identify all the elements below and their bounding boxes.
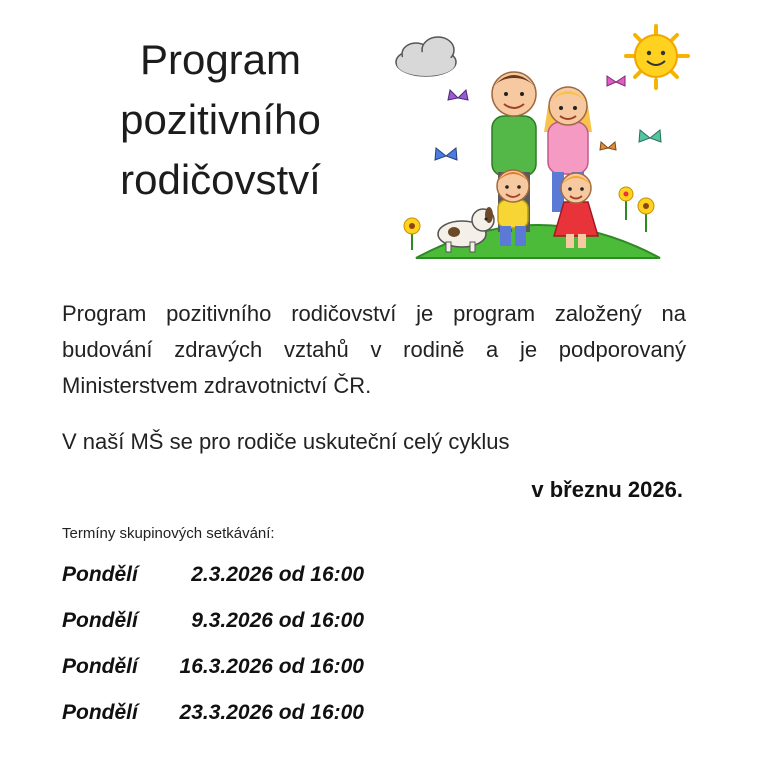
page-title [88, 30, 353, 210]
sun-icon [626, 26, 688, 88]
session-datetime: 23.3.2026 od 16:00 [179, 701, 364, 724]
flower-icon [404, 218, 420, 250]
butterfly-icon [435, 148, 457, 160]
happy-family-illustration [388, 22, 706, 272]
month-highlight: v březnu 2026. [531, 477, 683, 502]
session-day: Pondělí [62, 609, 138, 632]
title-line-2: pozitivního [120, 96, 321, 143]
butterfly-icon [607, 76, 625, 86]
title-line-3: rodičovství [120, 156, 321, 203]
session-day: Pondělí [62, 655, 138, 678]
session-list [62, 560, 364, 744]
butterfly-icon [600, 142, 616, 150]
cloud-icon [396, 37, 456, 76]
title-line-1: Program [139, 36, 302, 83]
cycle-paragraph: V naší MŠ se pro rodiče uskuteční celý cyklus [62, 429, 510, 454]
flower-icon [619, 187, 633, 220]
session-datetime: 16.3.2026 od 16:00 [179, 655, 364, 678]
session-item [62, 606, 364, 652]
session-item [62, 698, 364, 744]
session-item [62, 560, 364, 606]
intro-paragraph: Program pozitivního rodičovství je program založený na budování zdravých vztahů v rodině a je podporovaný Ministerstvem zdravotnictví ČR. [62, 301, 686, 398]
schedule-label: Termíny skupinových setkávání: [62, 525, 275, 542]
session-item [62, 652, 364, 698]
session-day: Pondělí [62, 701, 138, 724]
session-datetime: 9.3.2026 od 16:00 [191, 609, 364, 632]
butterfly-icon [448, 90, 468, 100]
session-day: Pondělí [62, 563, 138, 586]
session-datetime: 2.3.2026 od 16:00 [191, 563, 364, 586]
butterfly-icon [639, 130, 661, 142]
flower-icon [638, 198, 654, 232]
